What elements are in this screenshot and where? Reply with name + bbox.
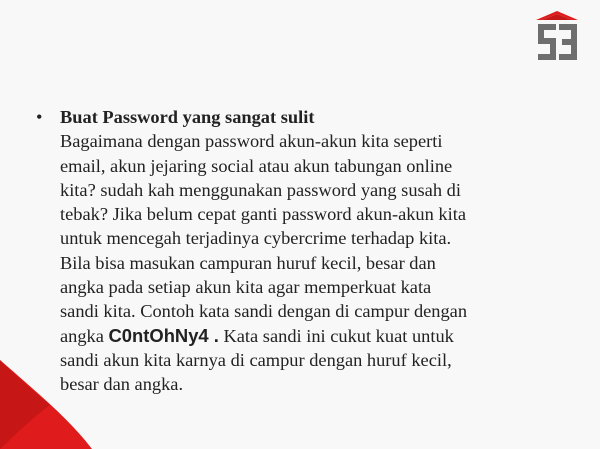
text-line: email, akun jejaring social atau akun tabungan online: [60, 155, 453, 176]
text-line: tebak? Jika belum cepat ganti password akun-akun kita: [60, 204, 466, 225]
bullet-icon: •: [36, 107, 43, 127]
text-fragment: angka: [60, 325, 109, 346]
slide-body: [36, 105, 556, 397]
text-line: besar dan angka.: [60, 374, 184, 395]
text-line: sandi kita. Contoh kata sandi dengan di campur dengan: [60, 301, 468, 322]
kemenkeu-logo-icon: [534, 10, 580, 64]
bullet-heading: Buat Password yang sangat sulit: [60, 107, 315, 127]
text-line: sandi akun kita karnya di campur dengan huruf kecil,: [60, 349, 452, 370]
text-line: angka pada setiap akun kita agar memperkuat kata: [60, 277, 432, 298]
text-line-with-example: [60, 324, 556, 348]
text-line: Bila bisa masukan campuran huruf kecil, besar dan: [60, 252, 436, 273]
text-line: Bagaimana dengan password akun-akun kita seperti: [60, 131, 443, 152]
text-line: untuk mencegah terjadinya cybercrime terhadap kita.: [60, 228, 452, 249]
bullet-text: [60, 105, 556, 397]
text-fragment: Kata sandi ini cukut kuat untuk: [218, 325, 454, 346]
password-example: C0ntOhNy4 .: [108, 324, 219, 346]
text-line: kita? sudah kah menggunakan password yang susah di: [60, 179, 461, 200]
